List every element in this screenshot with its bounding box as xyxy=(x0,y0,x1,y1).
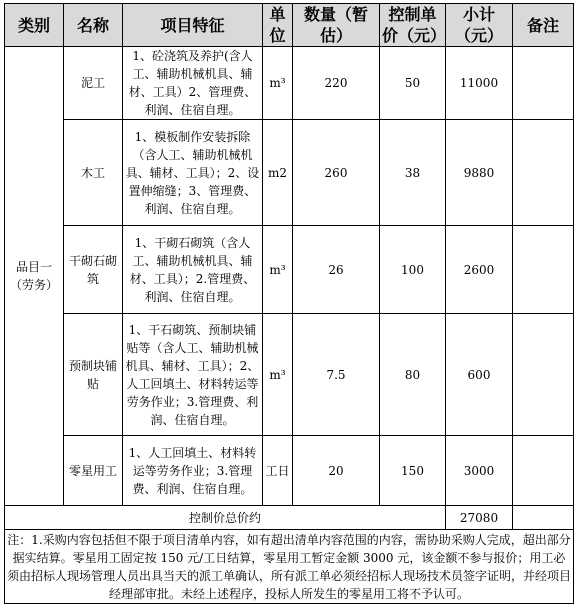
table-row xyxy=(5,314,574,436)
item-subtotal: 2600 xyxy=(446,226,513,314)
item-remarks xyxy=(513,226,574,314)
item-name: 零星用工 xyxy=(64,436,123,506)
item-quantity: 26 xyxy=(293,226,380,314)
header-subtotal: 小计（元） xyxy=(446,4,513,47)
total-row xyxy=(5,506,574,530)
item-remarks xyxy=(513,436,574,506)
header-name: 名称 xyxy=(64,4,123,47)
item-quantity: 260 xyxy=(293,120,380,226)
item-remarks xyxy=(513,314,574,436)
category-cell: 品目一（劳务） xyxy=(5,47,64,506)
item-quantity: 220 xyxy=(293,47,380,120)
header-row xyxy=(5,4,574,47)
footnote: 注：1.采购内容包括但不限于项目清单内容，如有超出清单内容范围的内容，需协助采购人完成，超出部分据实结算。零星用工固定按 150 元/工日结算，零星用工暂定金额 3000 元，该金额不参与报价；用工必须由招标人现场管理人员出具当天的派工单确认，所有派工单必须经招标人现场技术员签字证明，并经项目经理部审批。未经上述程序，投标人所发生的零星用工将不予认可。 xyxy=(5,530,574,604)
item-unit: 工日 xyxy=(263,436,293,506)
item-quantity: 20 xyxy=(293,436,380,506)
header-unit-price: 控制单价（元） xyxy=(380,4,446,47)
item-features: 1、干石砌筑、预制块铺贴等（含人工、辅助机械机具、辅材、工具）；2、人工回填土、材料转运等劳务作业；3.管理费、利润、住宿自理。 xyxy=(123,314,263,436)
header-quantity: 数量（暂估） xyxy=(293,4,380,47)
total-remarks xyxy=(513,506,574,530)
item-features: 1、干砌石砌筑（含人工、辅助机械机具、辅材、工具）；2.管理费、利润、住宿自理。 xyxy=(123,226,263,314)
item-unit: m³ xyxy=(263,47,293,120)
table-row xyxy=(5,120,574,226)
item-unit: m³ xyxy=(263,226,293,314)
item-quantity: 7.5 xyxy=(293,314,380,436)
item-name: 干砌石砌筑 xyxy=(64,226,123,314)
item-subtotal: 9880 xyxy=(446,120,513,226)
total-label: 控制价总价约 xyxy=(5,506,446,530)
item-unit-price: 80 xyxy=(380,314,446,436)
item-unit-price: 38 xyxy=(380,120,446,226)
header-remarks: 备注 xyxy=(513,4,574,47)
item-subtotal: 11000 xyxy=(446,47,513,120)
header-category: 类别 xyxy=(5,4,64,47)
item-name: 预制块铺贴 xyxy=(64,314,123,436)
item-features: 1、砼浇筑及养护(含人工、辅助机械机具、辅材、工具）2、管理费、利润、住宿自理。 xyxy=(123,47,263,120)
item-unit-price: 100 xyxy=(380,226,446,314)
item-unit: m³ xyxy=(263,314,293,436)
note-row xyxy=(5,530,574,604)
table-row xyxy=(5,47,574,120)
total-value: 27080 xyxy=(446,506,513,530)
item-features: 1、模板制作安装拆除（含人工、辅助机械机具、辅材、工具）；2、设置伸缩缝；3、管理费、利润、住宿自理。 xyxy=(123,120,263,226)
header-unit: 单位 xyxy=(263,4,293,47)
item-subtotal: 600 xyxy=(446,314,513,436)
item-name: 木工 xyxy=(64,120,123,226)
table-row xyxy=(5,226,574,314)
item-unit-price: 150 xyxy=(380,436,446,506)
item-name: 泥工 xyxy=(64,47,123,120)
price-table xyxy=(4,3,574,604)
item-subtotal: 3000 xyxy=(446,436,513,506)
table-row xyxy=(5,436,574,506)
item-features: 1、人工回填土、材料转运等劳务作业；3.管理费、利润、住宿自理。 xyxy=(123,436,263,506)
item-unit: m2 xyxy=(263,120,293,226)
item-unit-price: 50 xyxy=(380,47,446,120)
item-remarks xyxy=(513,47,574,120)
item-remarks xyxy=(513,120,574,226)
header-features: 项目特征 xyxy=(123,4,263,47)
